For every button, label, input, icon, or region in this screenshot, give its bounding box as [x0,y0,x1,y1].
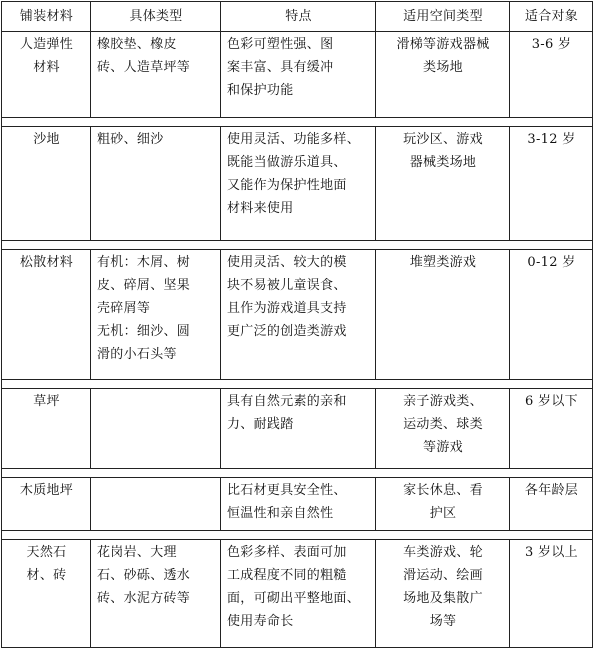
cell-line: 家长休息、看 [403,483,483,498]
cell-line: 材料 [33,60,60,75]
cell-line: 恒温性和亲自然性 [227,506,334,521]
cell-space [376,127,510,241]
cell-line: 玩沙区、游戏 [403,132,483,147]
cell-line: 沙地 [33,132,60,147]
cell-line: 3-12 岁 [527,132,576,147]
cell-line: 护区 [429,506,457,521]
cell-line: 各年龄层 [524,483,579,498]
cell-line: 运动类、球类 [403,417,483,432]
cell-material [2,32,91,118]
cell-line: 具有自然元素的亲和 [227,394,347,409]
cell-types [91,250,221,380]
cell-line: 且作为游戏道具支持 [227,301,347,316]
cell-line: 花岗岩、大理 [97,545,177,560]
cell-line: 使用灵活、功能多样、 [227,132,361,147]
row-gap [2,531,593,540]
cell-space [376,540,510,648]
cell-features [221,389,376,469]
cell-types [91,478,221,531]
cell-line: 松散材料 [19,255,74,270]
cell-material [2,478,91,531]
cell-line: 砖、水泥方砖等 [97,591,191,606]
cell-line: 石、砂砾、透水 [97,568,191,583]
cell-audience [510,478,593,531]
cell-line: 滑运动、绘画 [403,568,483,583]
cell-line: 草坪 [33,394,60,409]
header-types: 具体类型 [91,2,221,32]
cell-line: 场等 [429,614,457,629]
cell-features [221,478,376,531]
cell-line: 案丰富、具有缓冲 [227,60,334,75]
cell-line: 0-12 岁 [527,255,576,270]
cell-line: 橡胶垫、橡皮 [97,37,177,52]
cell-line: 有机：木屑、树 [97,255,191,270]
cell-material [2,250,91,380]
cell-line: 类场地 [423,60,463,75]
cell-line: 木质地坪 [19,483,74,498]
cell-line: 更广泛的创造类游戏 [227,324,347,339]
cell-features [221,540,376,648]
cell-types [91,127,221,241]
cell-line: 使用灵活、较大的模 [227,255,347,270]
cell-line: 壳碎屑等 [97,301,151,316]
header-features: 特点 [221,2,376,32]
cell-line: 又能作为保护性地面 [227,178,347,193]
cell-features [221,127,376,241]
header-space: 适用空间类型 [376,2,510,32]
table-row [2,32,593,118]
cell-line: 比石材更具安全性、 [227,483,347,498]
cell-line: 色彩多样、表面可加 [227,545,347,560]
cell-audience [510,250,593,380]
cell-line: 使用寿命长 [227,614,294,629]
cell-space [376,389,510,469]
cell-line: 人造弹性 [19,37,74,52]
cell-line: 皮、碎屑、坚果 [97,278,191,293]
cell-features [221,32,376,118]
cell-types [91,389,221,469]
table-row [2,250,593,380]
cell-space [376,250,510,380]
table-row [2,389,593,469]
cell-line: 3-6 岁 [531,37,572,52]
cell-line: 车类游戏、轮 [403,545,483,560]
cell-line: 面，可砌出平整地面、 [227,591,361,606]
cell-line: 工成程度不同的粗糙 [227,568,347,583]
cell-types [91,32,221,118]
cell-line: 6 岁以下 [525,394,578,409]
cell-line: 材、砖 [26,568,67,583]
cell-line: 粗砂、细沙 [97,132,164,147]
header-material: 铺装材料 [2,2,91,32]
cell-space [376,478,510,531]
cell-line: 滑的小石头等 [97,347,177,362]
table-body [2,32,593,648]
cell-audience [510,540,593,648]
row-gap [2,469,593,478]
cell-line: 堆塑类游戏 [409,255,477,270]
cell-line: 器械类场地 [409,155,477,170]
cell-types [91,540,221,648]
cell-material [2,540,91,648]
cell-line: 色彩可塑性强、图 [227,37,334,52]
cell-audience [510,127,593,241]
row-gap [2,241,593,250]
header-row [2,2,593,32]
cell-line: 力、耐践踏 [227,417,294,432]
table-row [2,540,593,648]
cell-line: 砖、人造草坪等 [97,60,191,75]
paving-materials-table [1,1,593,648]
row-gap [2,118,593,127]
cell-line: 和保护功能 [227,83,294,98]
cell-line: 滑梯等游戏器械 [396,37,490,52]
cell-line: 天然石 [26,545,67,560]
cell-features [221,250,376,380]
cell-material [2,127,91,241]
cell-line: 无机：细沙、圆 [97,324,191,339]
cell-line: 场地及集散广 [403,591,483,606]
cell-audience [510,389,593,469]
cell-space [376,32,510,118]
row-gap [2,380,593,389]
header-audience: 适合对象 [510,2,593,32]
cell-line: 材料来使用 [227,201,294,216]
cell-material [2,389,91,469]
cell-line: 3 岁以上 [525,545,578,560]
cell-line: 等游戏 [423,440,463,455]
table-row [2,478,593,531]
cell-audience [510,32,593,118]
cell-line: 块不易被儿童误食、 [227,278,347,293]
cell-line: 亲子游戏类、 [403,394,483,409]
table-row [2,127,593,241]
cell-line: 既能当做游乐道具、 [227,155,347,170]
